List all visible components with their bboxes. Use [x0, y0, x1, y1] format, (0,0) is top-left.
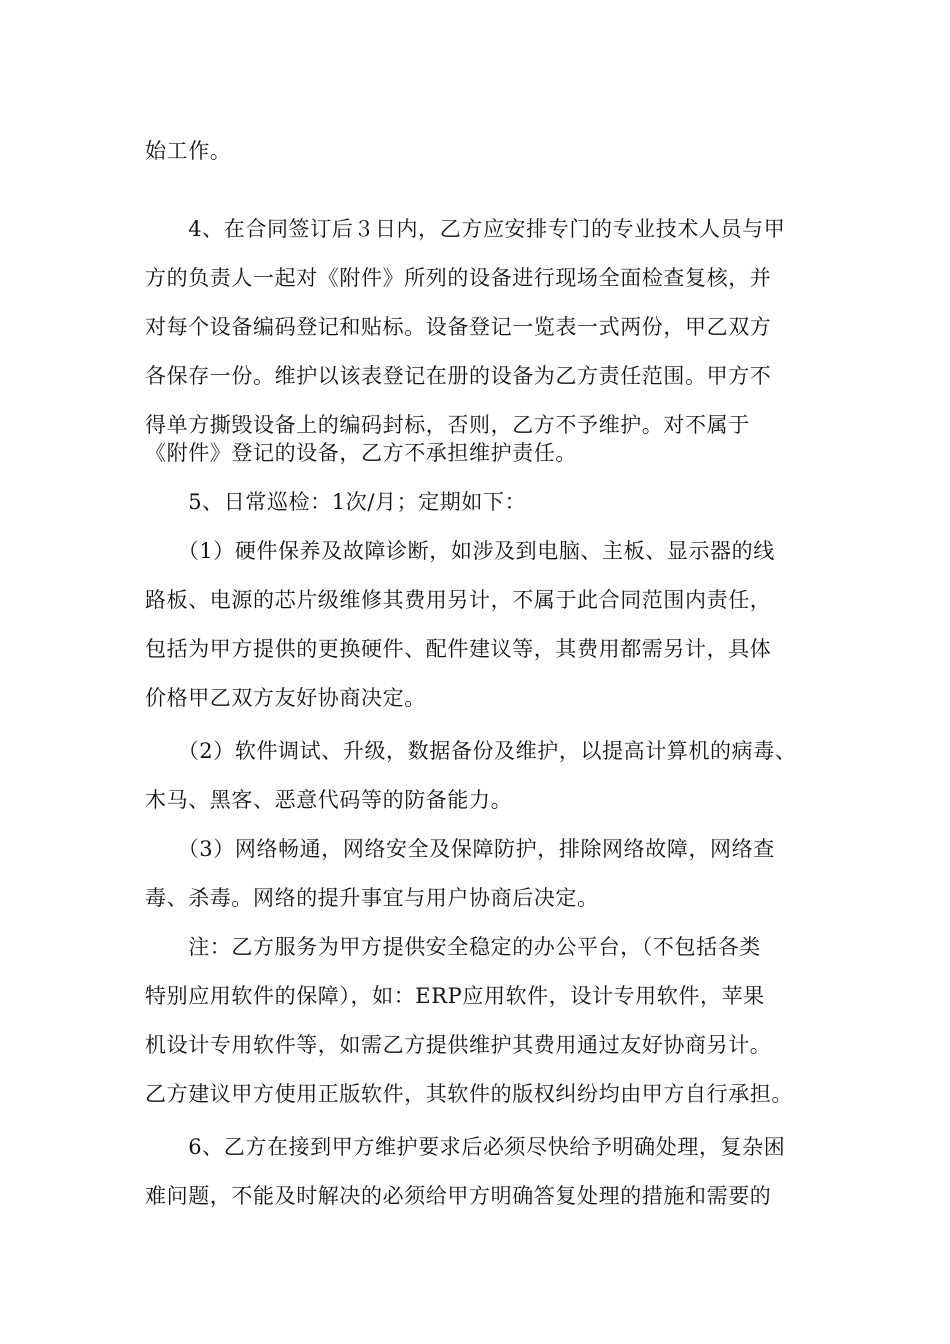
text-line: （3）网络畅通，网络安全及保障防护，排除网络故障，网络查	[145, 837, 775, 861]
text-line: 难问题，不能及时解决的必须给甲方明确答复处理的措施和需要的	[145, 1184, 772, 1208]
text-line: 毒、杀毒。网络的提升事宜与用户协商后决定。	[145, 886, 599, 910]
text-line: 注：乙方服务为甲方提供安全稳定的办公平台，（不包括各类	[145, 935, 761, 959]
text-line: 乙方建议甲方使用正版软件，其软件的版权纠纷均由甲方自行承担。	[145, 1082, 793, 1106]
text-line: （2）软件调试、升级，数据备份及维护，以提高计算机的病毒、	[145, 739, 797, 763]
text-line: 价格甲乙双方友好协商决定。	[145, 686, 426, 710]
text-line: 得单方撕毁设备上的编码封标，否则，乙方不予维护。对不属于	[145, 413, 750, 437]
text-line: 对每个设备编码登记和贴标。设备登记一览表一式两份，甲乙双方	[145, 315, 772, 339]
text-line: 5、日常巡检：1次/月；定期如下：	[145, 490, 527, 514]
text-line: 包括为甲方提供的更换硬件、配件建议等，其费用都需另计，具体	[145, 637, 772, 661]
text-line: 木马、黑客、恶意代码等的防备能力。	[145, 788, 513, 812]
text-line: 始工作。	[145, 139, 232, 163]
text-line: 机设计专用软件等，如需乙方提供维护其费用通过友好协商另计。	[145, 1033, 772, 1057]
text-line: 路板、电源的芯片级维修其费用另计，不属于此合同范围内责任，	[145, 588, 772, 612]
text-line: （1）硬件保养及故障诊断，如涉及到电脑、主板、显示器的线	[145, 539, 775, 563]
text-line: 方的负责人一起对《附件》所列的设备进行现场全面检查复核，并	[145, 266, 772, 290]
text-line: 各保存一份。维护以该表登记在册的设备为乙方责任范围。甲方不	[145, 364, 772, 388]
text-line: 特别应用软件的保障），如：ERP应用软件，设计专用软件，苹果	[145, 984, 765, 1008]
text-line: 《附件》登记的设备，乙方不承担维护责任。	[145, 441, 577, 465]
text-line: 4、在合同签订后３日内，乙方应安排专门的专业技术人员与甲	[145, 217, 786, 241]
text-line: 6、乙方在接到甲方维护要求后必须尽快给予明确处理，复杂困	[145, 1135, 786, 1159]
